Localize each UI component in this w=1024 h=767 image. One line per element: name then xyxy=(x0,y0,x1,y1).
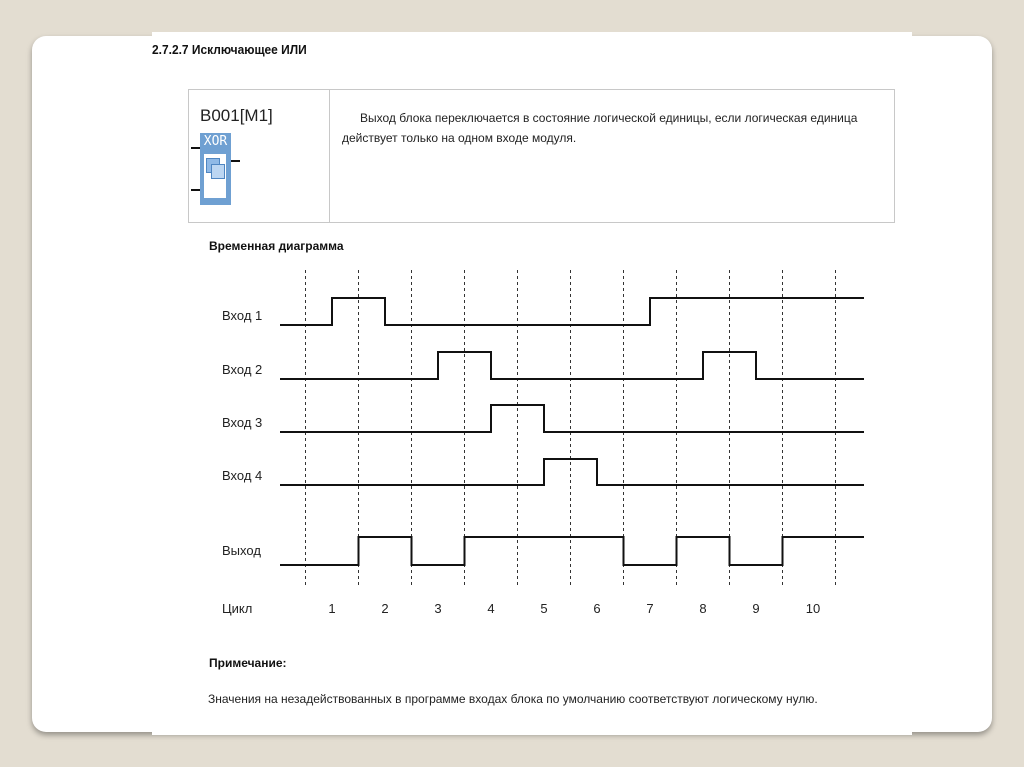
cycle-tick-label: 10 xyxy=(805,601,821,616)
diagram-heading: Временная диаграмма xyxy=(209,239,344,253)
signal-waveform xyxy=(280,405,864,432)
signal-waveform xyxy=(280,298,864,325)
cycle-axis-label: Цикл xyxy=(222,601,253,616)
section-title: 2.7.2.7 Исключающее ИЛИ xyxy=(152,42,307,57)
cycle-tick-label: 3 xyxy=(434,601,442,616)
signal-label: Вход 3 xyxy=(222,415,263,430)
note-text: Значения на незадействованных в программе входах блока по умолчанию соответствуют логическому нулю. xyxy=(208,692,818,706)
cycle-tick-label: 7 xyxy=(646,601,654,616)
cycle-tick-label: 1 xyxy=(328,601,336,616)
signal-label: Вход 2 xyxy=(222,362,263,377)
cycle-tick-label: 6 xyxy=(593,601,601,616)
cycle-tick-label: 9 xyxy=(752,601,760,616)
signal-waveform xyxy=(280,352,864,379)
xor-label: XOR xyxy=(203,134,228,149)
block-name: B001[M1] xyxy=(200,106,273,125)
block-description: Выход блока переключается в состояние логической единицы, если логическая единица действует только на одном входе модуля. xyxy=(342,111,858,145)
signal-waveform xyxy=(280,537,864,565)
signal-label: Вход 1 xyxy=(222,308,263,323)
cycle-tick-label: 4 xyxy=(487,601,495,616)
signal-label: Вход 4 xyxy=(222,468,263,483)
cycle-tick-label: 2 xyxy=(381,601,389,616)
cycle-tick-label: 5 xyxy=(540,601,548,616)
note-heading: Примечание: xyxy=(209,656,287,670)
signal-waveform xyxy=(280,459,864,485)
cycle-tick-label: 8 xyxy=(699,601,707,616)
signal-label: Выход xyxy=(222,543,261,558)
